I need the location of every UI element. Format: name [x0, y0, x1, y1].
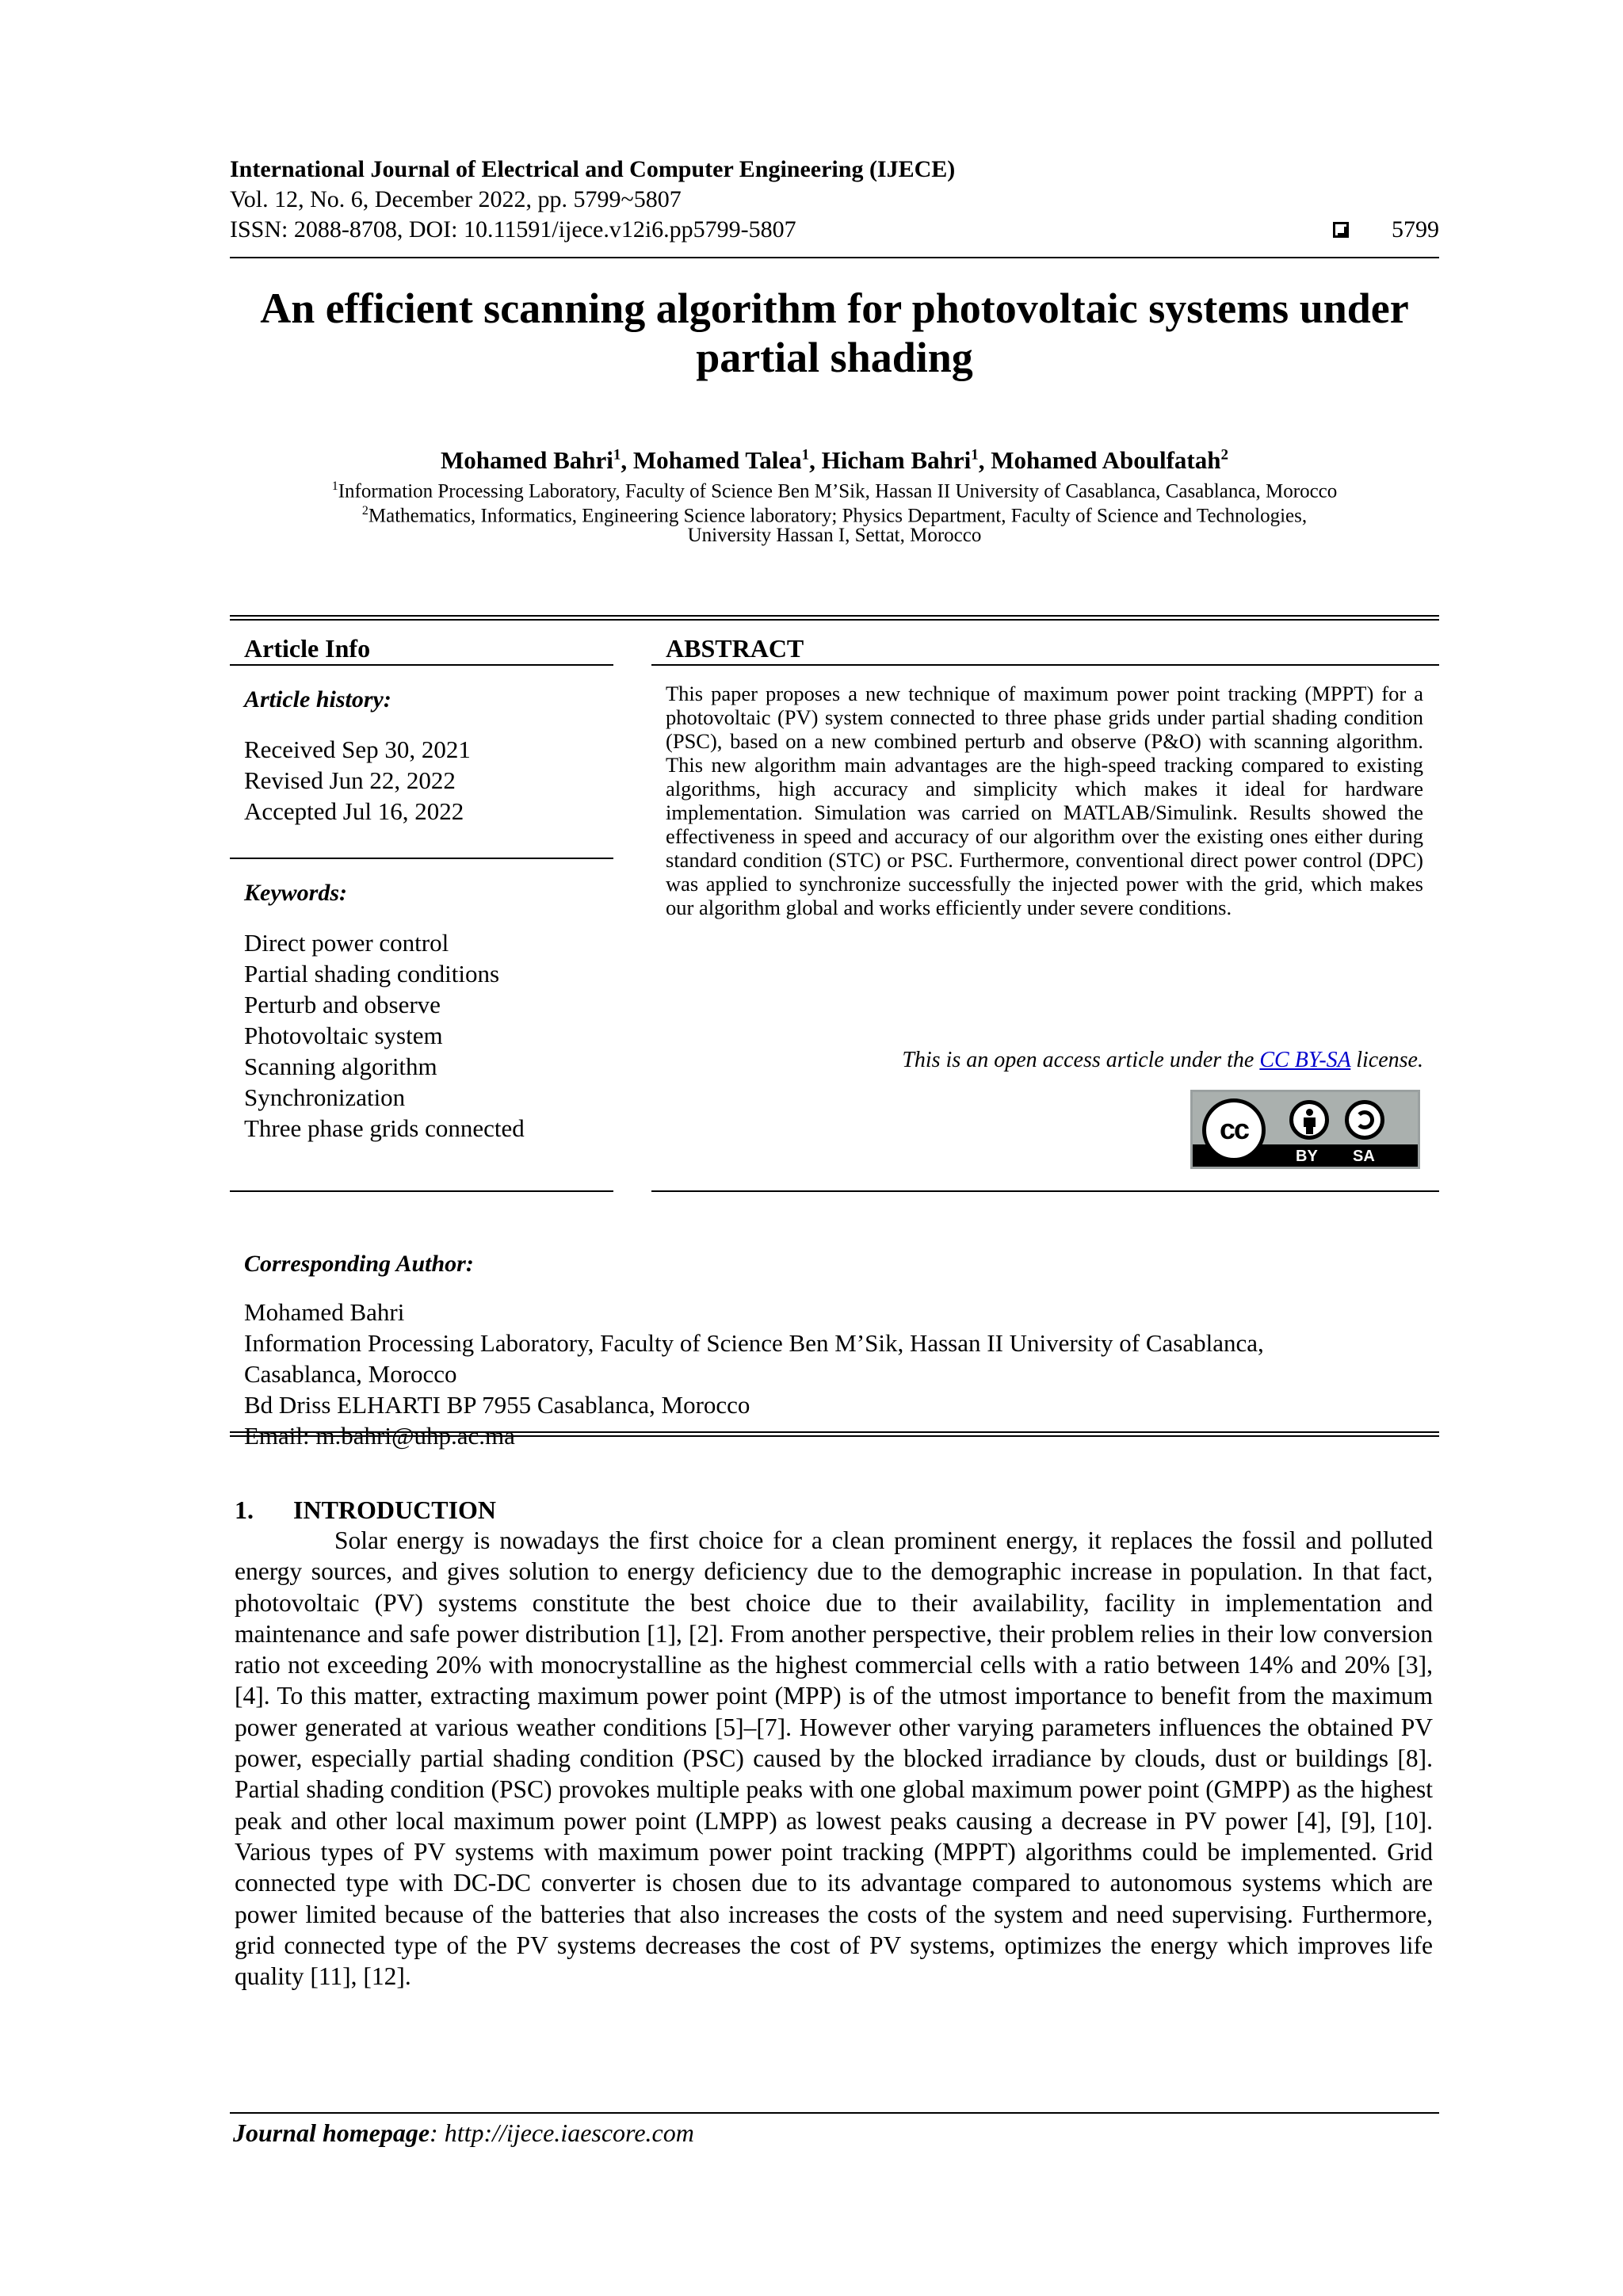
- journal-name: International Journal of Electrical and Computer Engineering (IJECE): [230, 156, 956, 182]
- history-list: [244, 734, 471, 827]
- article-info-rule: [230, 664, 613, 666]
- history-item: Revised Jun 22, 2022: [244, 766, 456, 794]
- abstract-heading: ABSTRACT: [666, 634, 804, 663]
- page-number: 5799: [1392, 216, 1439, 243]
- license-link[interactable]: CC BY-SA: [1259, 1048, 1351, 1072]
- footer-rule: [230, 2112, 1439, 2114]
- corresponding-heading: Corresponding Author:: [244, 1251, 474, 1277]
- author: Mohamed Talea$^1$: [632, 446, 810, 475]
- checkbox-icon: [1333, 222, 1349, 238]
- share-alike-icon: [1345, 1100, 1384, 1140]
- history-item: Accepted Jul 16, 2022: [244, 797, 464, 825]
- keyword: Photovoltaic system: [244, 1022, 443, 1049]
- header-rule: [230, 257, 1439, 258]
- article-info-heading: Article Info: [244, 634, 371, 663]
- corresponding-line: Mohamed Bahri: [244, 1298, 405, 1326]
- cc-by-sa-badge[interactable]: [1190, 1090, 1420, 1169]
- keyword: Three phase grids connected: [244, 1114, 525, 1142]
- title-line: partial shading: [696, 334, 973, 381]
- abstract-text: This paper proposes a new technique of maximum power point tracking (MPPT) for a photovoltaic (PV) system connected to three phase grids under partial shading condition (PSC), based on a new combined perturb and observe (P&O) with scanning algorithm. This new algorithm main advantages are the high-speed tracking compared to existing algorithms, high accuracy and simplicity which makes it ideal for hardware implementation. Simulation was carried on MATLAB/Simulink. Results showed the effectiveness in speed and accuracy of our algorithm over the existing ones either during standard condition (STC) or PSC. Furthermore, conventional direct power control (DPC) was applied to synchronize successfully the injected power with the grid, which makes our algorithm global and works efficiently under severe conditions.: [666, 682, 1423, 919]
- abstract-bottom-rule: [651, 1190, 1439, 1192]
- history-rule: [230, 858, 613, 859]
- author: Mohamed Bahri$^1$: [441, 446, 621, 475]
- keyword: Direct power control: [244, 929, 449, 957]
- author: Mohamed Aboulfatah$^2$: [991, 446, 1228, 475]
- affiliation: $^2$Mathematics, Informatics, Engineering Science laboratory; Physics Department, Faculty of Science and Technologies,: [361, 504, 1308, 527]
- author-list: Mohamed Bahri$^1$, Mohamed Talea$^1$, Hicham Bahri$^1$, Mohamed Aboulfatah$^2$: [441, 446, 1228, 475]
- abstract-rule: [651, 664, 1439, 666]
- paper-title: [230, 284, 1439, 382]
- volume-info: Vol. 12, No. 6, December 2022, pp. 5799~5807: [230, 186, 682, 212]
- by-label: BY: [1296, 1148, 1318, 1165]
- cc-icon: cc: [1202, 1098, 1266, 1162]
- section-heading: 1. INTRODUCTION: [235, 1496, 497, 1524]
- keywords-heading: Keywords:: [244, 880, 347, 906]
- history-item: Received Sep 30, 2021: [244, 735, 471, 763]
- corresponding-line: Information Processing Laboratory, Faculty of Science Ben M’Sik, Hassan II University of Casablanca,: [244, 1329, 1264, 1357]
- keyword: Scanning algorithm: [244, 1052, 437, 1080]
- keyword: Perturb and observe: [244, 991, 441, 1018]
- corresponding-author: [244, 1248, 1433, 1451]
- history-heading: Article history:: [244, 686, 391, 712]
- journal-homepage: Journal homepage: http://ijece.iaescore.com: [233, 2118, 694, 2147]
- homepage-url[interactable]: http://ijece.iaescore.com: [444, 2118, 694, 2147]
- info-top-rule: [230, 615, 1439, 621]
- keywords-list: [244, 927, 525, 1144]
- keyword: Synchronization: [244, 1083, 406, 1111]
- info-bottom-rule: [230, 1431, 1439, 1437]
- affiliation: $^1$Information Processing Laboratory, Faculty of Science Ben M’Sik, Hassan II University of Casablanca, Casablanca, Morocco: [331, 479, 1338, 502]
- affiliation: University Hassan I, Settat, Morocco: [687, 525, 982, 546]
- corresponding-line: Bd Driss ELHARTI BP 7955 Casablanca, Morocco: [244, 1391, 750, 1419]
- open-access-note: This is an open access article under the CC BY-SA license.: [902, 1048, 1423, 1072]
- keywords-rule: [230, 1190, 613, 1192]
- title-line: An efficient scanning algorithm for photovoltaic systems under: [260, 285, 1409, 332]
- author: Hicham Bahri$^1$: [821, 446, 979, 475]
- corresponding-email: Email: m.bahri@uhp.ac.ma: [244, 1422, 515, 1450]
- introduction-text: Solar energy is nowadays the first choice for a clean prominent energy, it replaces the fossil and polluted energy sources, and gives solution to energy deficiency due to the demographic increase in population. In that fact, photovoltaic (PV) systems constitute the best choice due to their availability, facility in implementation and maintenance and safe power distribution [1], [2]. From another perspective, their problem relies in their low conversion ratio not exceeding 20% with monocrystalline as the highest commercial cells with a ratio between 14% and 20% [3], [4]. To this matter, extracting maximum power point (MPP) is of the utmost importance to benefit from the maximum power generated at various weather conditions [5]–[7]. However other varying parameters influences the obtained PV power, especially partial shading condition (PSC) caused by the blocked irradiance by clouds, dust or buildings [8]. Partial shading condition (PSC) provokes multiple peaks with one global maximum power point (GMPP) as the highest peak and other local maximum power point (LMPP) as lowest peaks causing a decrease in PV power [4], [9], [10]. Various types of PV systems with maximum power point tracking (MPPT) algorithms could be implemented. Grid connected type with DC-DC converter is chosen due to its advantage compared to autonomous systems which are power limited because of the batteries that also increases the costs of the system and need supervising. Furthermore, grid connected type of the PV systems decreases the cost of PV systems, optimizes the energy which improves life quality [11], [12].: [235, 1526, 1433, 1991]
- running-header: [230, 155, 1439, 245]
- by-person-icon: [1289, 1100, 1329, 1140]
- issn-doi: ISSN: 2088-8708, DOI: 10.11591/ijece.v12i6.pp5799-5807: [230, 216, 796, 243]
- keyword: Partial shading conditions: [244, 960, 500, 988]
- sa-label: SA: [1353, 1148, 1375, 1165]
- corresponding-line: Casablanca, Morocco: [244, 1360, 457, 1388]
